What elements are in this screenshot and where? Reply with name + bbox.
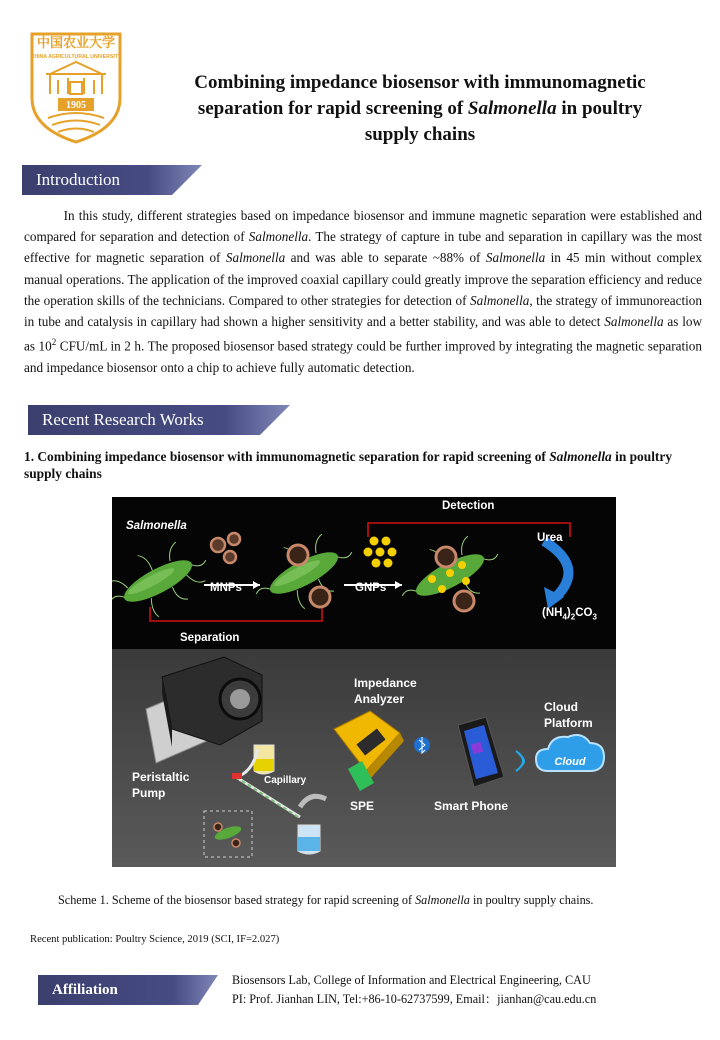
logo-chinese-text: 中国农业大学 <box>36 36 116 51</box>
label-urea: Urea <box>537 532 563 544</box>
section-title: Introduction <box>36 170 121 189</box>
mnp-particle-icon <box>211 533 240 563</box>
label-mnps: MNPs <box>210 582 242 594</box>
label-cloud-platform: Cloud Platform <box>544 700 593 730</box>
capillary-marker <box>232 773 242 779</box>
label-spe: SPE <box>350 799 375 813</box>
label-smart-phone: Smart Phone <box>434 799 509 813</box>
affiliation-contact: PI: Prof. Jianhan LIN, Tel:+86-10-62737599, Email：jianhan@cau.edu.cn <box>232 992 597 1006</box>
section-header-affiliation <box>38 975 218 1005</box>
affiliation-text <box>232 971 596 1009</box>
intro-paragraph: In this study, different strategies based on impedance biosensor and immune magnetic separation were established and compared for separation and detection of Salmonella. The strategy of capture in tube and separation in capillary was the most effective for magnetic separation of Salmonella and was able to separate ~88% of Salmonella in 45 min without complex manual operations. The application of the improved coaxial capillary could greatly improve the separation efficiency and reduce the operation skills of the technicians. Compared to other strategies for detection of Salmonella, the strategy of immunoreaction in tube and catalysis in capillary had shown a higher sensitivity and a better stability, and was able to detect Salmonella as low as $10^2$ CFU/mL in 2 h. The proposed biosensor based strategy could be further improved by integrating the magnetic separation and impedance biosensor onto a chip to achieve fully automatic detection. <box>24 208 702 375</box>
label-detection: Detection <box>442 500 495 512</box>
label-separation: Separation <box>180 632 240 644</box>
smart-phone-icon <box>458 717 504 787</box>
logo-gate-icon <box>46 62 106 94</box>
figure-caption: Scheme 1. Scheme of the biosensor based strategy for rapid screening of Salmonella in poultry supply chains. <box>58 893 594 907</box>
label-impedance-analyzer: Impedance Analyzer <box>354 676 417 706</box>
label-gnps: GNPs <box>355 582 387 594</box>
work-title: 1. Combining impedance biosensor with immunomagnetic separation for rapid screening of Salmonella in poultry supply chains <box>24 449 673 481</box>
impedance-analyzer-icon <box>334 711 404 791</box>
university-logo <box>28 28 124 144</box>
wifi-icon <box>516 751 524 771</box>
title-text: in poultry <box>561 98 643 119</box>
title-line-1: Combining impedance biosensor with immunomagnetic <box>194 72 646 93</box>
title-line-3: supply chains <box>364 124 476 145</box>
cloud-icon <box>536 735 604 771</box>
label-capillary: Capillary <box>264 775 307 786</box>
scheme-figure <box>112 497 616 867</box>
recent-publication: Recent publication: Poultry Science, 2019 (SCI, IF=2.027) <box>30 934 280 945</box>
affiliation-lab: Biosensors Lab, College of Information and Electrical Engineering, CAU <box>232 973 591 987</box>
arrow-icon <box>395 581 402 589</box>
gnp-particle-icon <box>364 537 397 568</box>
label-peristaltic-pump: Peristaltic Pump <box>132 770 190 800</box>
page-title <box>150 70 690 148</box>
title-text: separation for rapid screening of <box>197 98 464 119</box>
title-line-2 <box>150 96 690 122</box>
figure-top-panel <box>112 497 616 649</box>
arrow-icon <box>253 581 260 589</box>
section-title: Affiliation <box>52 982 118 998</box>
beaker-blue-icon <box>298 825 320 854</box>
figure-bottom-panel <box>112 649 616 867</box>
logo-year: 1905 <box>66 100 86 111</box>
bacterium-icon <box>112 528 219 633</box>
title-italic: Salmonella <box>467 98 557 119</box>
logo-english-text: CHINA AGRICULTURAL UNIVERSITY <box>30 54 122 60</box>
label-salmonella: Salmonella <box>126 520 187 532</box>
section-header-introduction <box>22 165 202 195</box>
section-header-recent-works <box>28 405 290 435</box>
bacterium-with-mnps-icon <box>243 520 365 625</box>
separation-bracket <box>150 607 322 621</box>
label-product: $(NH_4)_2CO_3$ <box>542 607 597 622</box>
section-title: Recent Research Works <box>42 410 204 429</box>
peristaltic-pump-icon <box>146 657 262 763</box>
svg-text:Cloud: Cloud <box>554 756 586 768</box>
figure-top-graphics <box>112 497 616 649</box>
curved-arrow-icon <box>544 541 569 597</box>
